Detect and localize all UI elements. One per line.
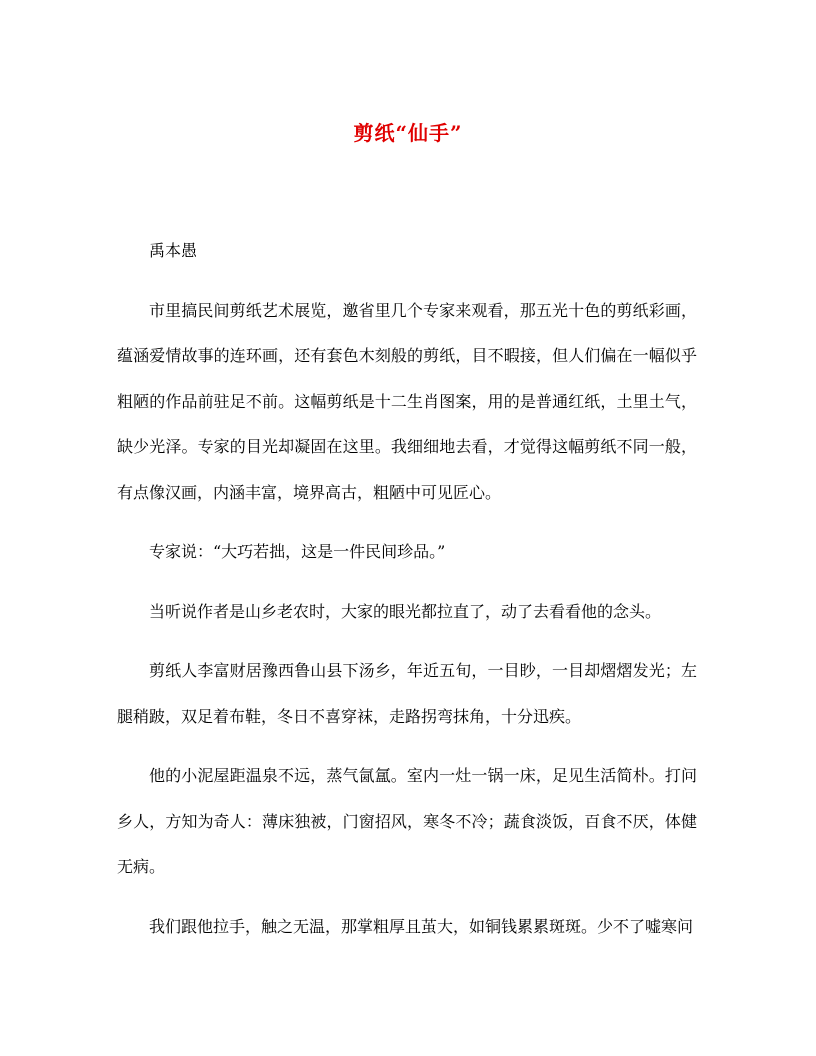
paragraph: 剪纸人李富财居豫西鲁山县下汤乡，年近五旬，一目眇，一目却熠熠发光；左腿稍跛，双足着布鞋，冬日不喜穿袜，走路拐弯抹角，十分迅疾。 xyxy=(117,661,697,726)
article-title: 剪纸“仙手” xyxy=(353,121,463,145)
article-body xyxy=(117,228,697,949)
author-line: 禹本愚 xyxy=(149,241,198,260)
paragraph: 市里搞民间剪纸艺术展览，邀省里几个专家来观看，那五光十色的剪纸彩画，蕴涵爱情故事的连环画，还有套色木刻般的剪纸，目不暇接，但人们偏在一幅似乎粗陋的作品前驻足不前。这幅剪纸是十二生肖图案，用的是普通红纸，土里土气，缺少光泽。专家的目光却凝固在这里。我细细地去看，才觉得这幅剪纸不同一般，有点像汉画，内涵丰富，境界高古，粗陋中可见匠心。 xyxy=(117,300,697,502)
paragraph: 他的小泥屋距温泉不远，蒸气氤氲。室内一灶一锅一床，足见生活简朴。打问乡人，方知为奇人：薄床独被，门窗招风，寒冬不冷；蔬食淡饭，百食不厌，体健无病。 xyxy=(117,766,697,876)
paragraph: 我们跟他拉手，触之无温，那掌粗厚且茧大，如铜钱累累斑斑。少不了嘘寒问 xyxy=(149,916,694,936)
paragraph: 当听说作者是山乡老农时，大家的眼光都拉直了，动了去看看他的念头。 xyxy=(149,601,662,621)
paragraph: 专家说：“大巧若拙，这是一件民间珍品。” xyxy=(149,542,446,561)
